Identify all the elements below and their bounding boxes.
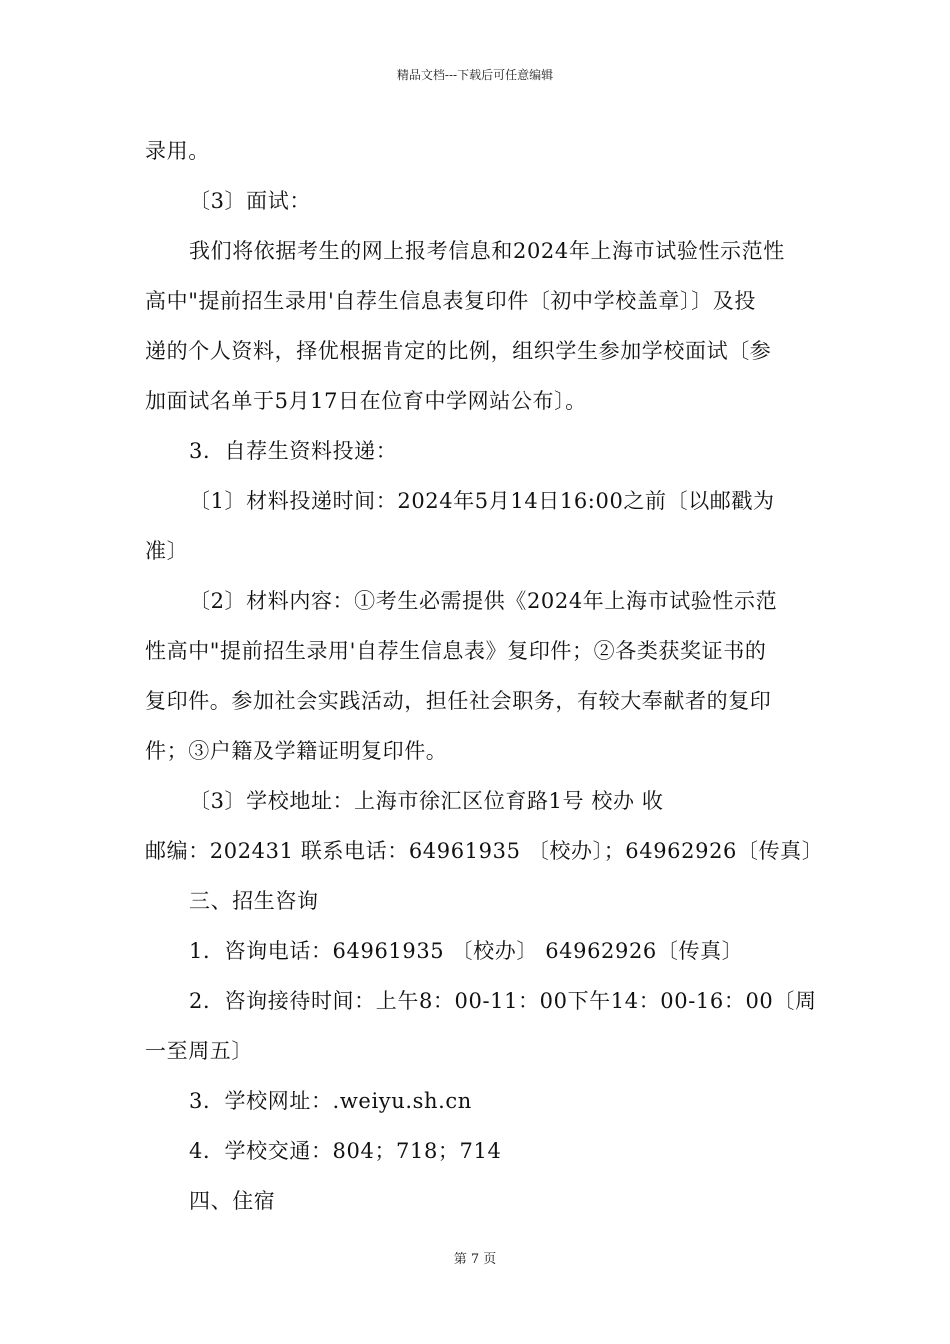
paragraph-line: 一至周五〕	[145, 1039, 253, 1063]
paragraph-line: 〔2〕材料内容：①考生必需提供《2024年上海市试验性示范	[189, 589, 778, 613]
paragraph-line: 〔1〕材料投递时间：2024年5月14日16:00之前〔以邮戳为	[189, 489, 775, 513]
paragraph-line: 录用。	[145, 139, 210, 163]
paragraph-line: 复印件。参加社会实践活动，担任社会职务，有较大奉献者的复印	[145, 689, 772, 713]
paragraph-line: 性高中"提前招生录用'自荐生信息表》复印件；②各类获奖证书的	[145, 639, 767, 663]
subsection-interview-heading: 〔3〕面试：	[189, 189, 311, 213]
page-number: 第 7 页	[453, 1252, 497, 1267]
section-heading: 四、住宿	[189, 1189, 276, 1213]
paragraph-line: 加面试名单于5月17日在位育中学网站公布〕。	[145, 389, 587, 413]
section-heading: 三、招生咨询	[189, 889, 319, 913]
paragraph-line: 递的个人资料，择优根据肯定的比例，组织学生参加学校面试〔参	[145, 339, 772, 363]
paragraph-line: 高中"提前招生录用'自荐生信息表复印件〔初中学校盖章〕〕及投	[145, 289, 756, 313]
paragraph-line: 准〕	[145, 539, 189, 563]
list-item: 2．咨询接待时间：上午8：00-11：00下午14：00-16：00〔周	[189, 989, 817, 1013]
list-item: 4．学校交通：804；718；714	[189, 1139, 502, 1163]
paragraph-line: 邮编：202431 联系电话：64961935 〔校办〕；64962926〔传真〕	[145, 839, 824, 863]
paragraph-line: 我们将依据考生的网上报考信息和2024年上海市试验性示范性	[189, 239, 785, 263]
section-heading: 3．自荐生资料投递：	[189, 439, 398, 463]
page-header: 精品文档---下载后可任意编辑	[396, 68, 554, 82]
paragraph-line: 〔3〕学校地址：上海市徐汇区位育路1号 校办 收	[189, 789, 664, 813]
list-item: 3．学校网址：.weiyu.sh.cn	[189, 1089, 472, 1113]
list-item: 1．咨询电话：64961935 〔校办〕 64962926〔传真〕	[189, 939, 744, 963]
paragraph-line: 件；③户籍及学籍证明复印件。	[145, 739, 448, 763]
document-body	[145, 126, 824, 1226]
